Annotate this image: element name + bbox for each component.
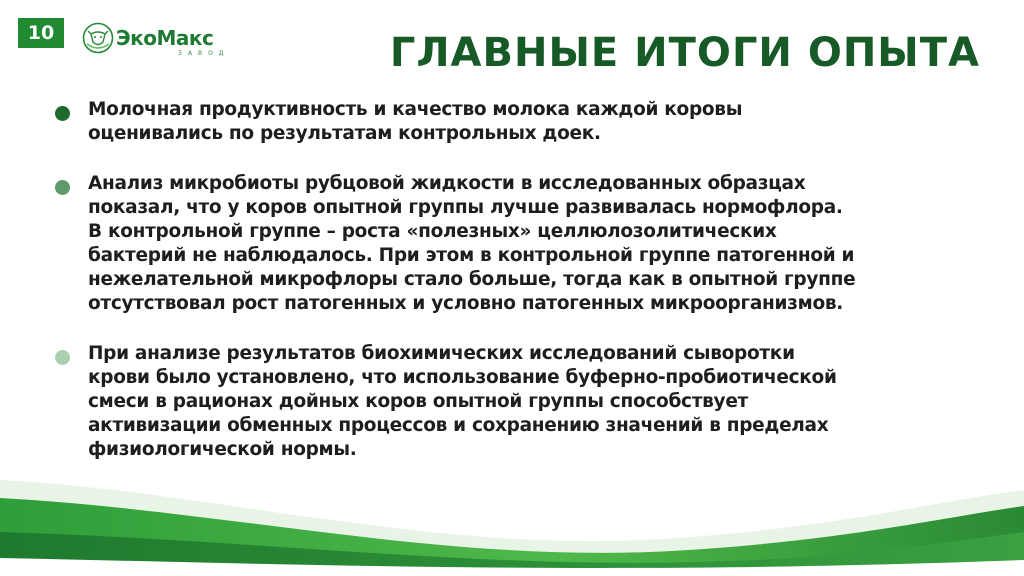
bullet-text: Анализ микробиоты рубцовой жидкости в исследованных образцах показал, что у коров опытной группы лучше развивалась нормофлора. В контрольной группе – роста «полезных» целлюлозолитических бактерий не наблюдалось. При этом в контрольной группе патогенной и нежелательной микрофлоры стало больше, тогда как в опытной группе отсутствовал рост патогенных и условно патогенных микроорганизмов.: [88, 173, 856, 314]
logo-wordmark: ЭкоМакс: [116, 26, 214, 50]
bullet-list: [50, 98, 990, 488]
bullet-text: Молочная продуктивность и качество молока каждой коровы оценивались по результатам контрольных доек.: [88, 99, 743, 144]
slide-title: ГЛАВНЫЕ ИТОГИ ОПЫТА: [389, 30, 980, 76]
decorative-waves: [0, 440, 1024, 576]
cow-emblem-icon: [82, 22, 114, 54]
bullet-dot-icon: [55, 106, 70, 121]
bullet-dot-icon: [55, 350, 70, 365]
bullet-item: [50, 98, 990, 146]
bullet-item: [50, 172, 990, 316]
bullet-text: При анализе результатов биохимических исследований сыворотки крови было установлено, что использование буферно-пробиотической смеси в рационах дойных коров опытной группы способствует активизации обменных процессов и сохранению значений в пределах физиологической нормы.: [88, 343, 837, 460]
company-logo: [82, 22, 242, 60]
bullet-dot-icon: [55, 180, 70, 195]
page-number-badge: 10: [18, 18, 64, 48]
logo-subtext: ЗАВОД: [178, 50, 230, 57]
